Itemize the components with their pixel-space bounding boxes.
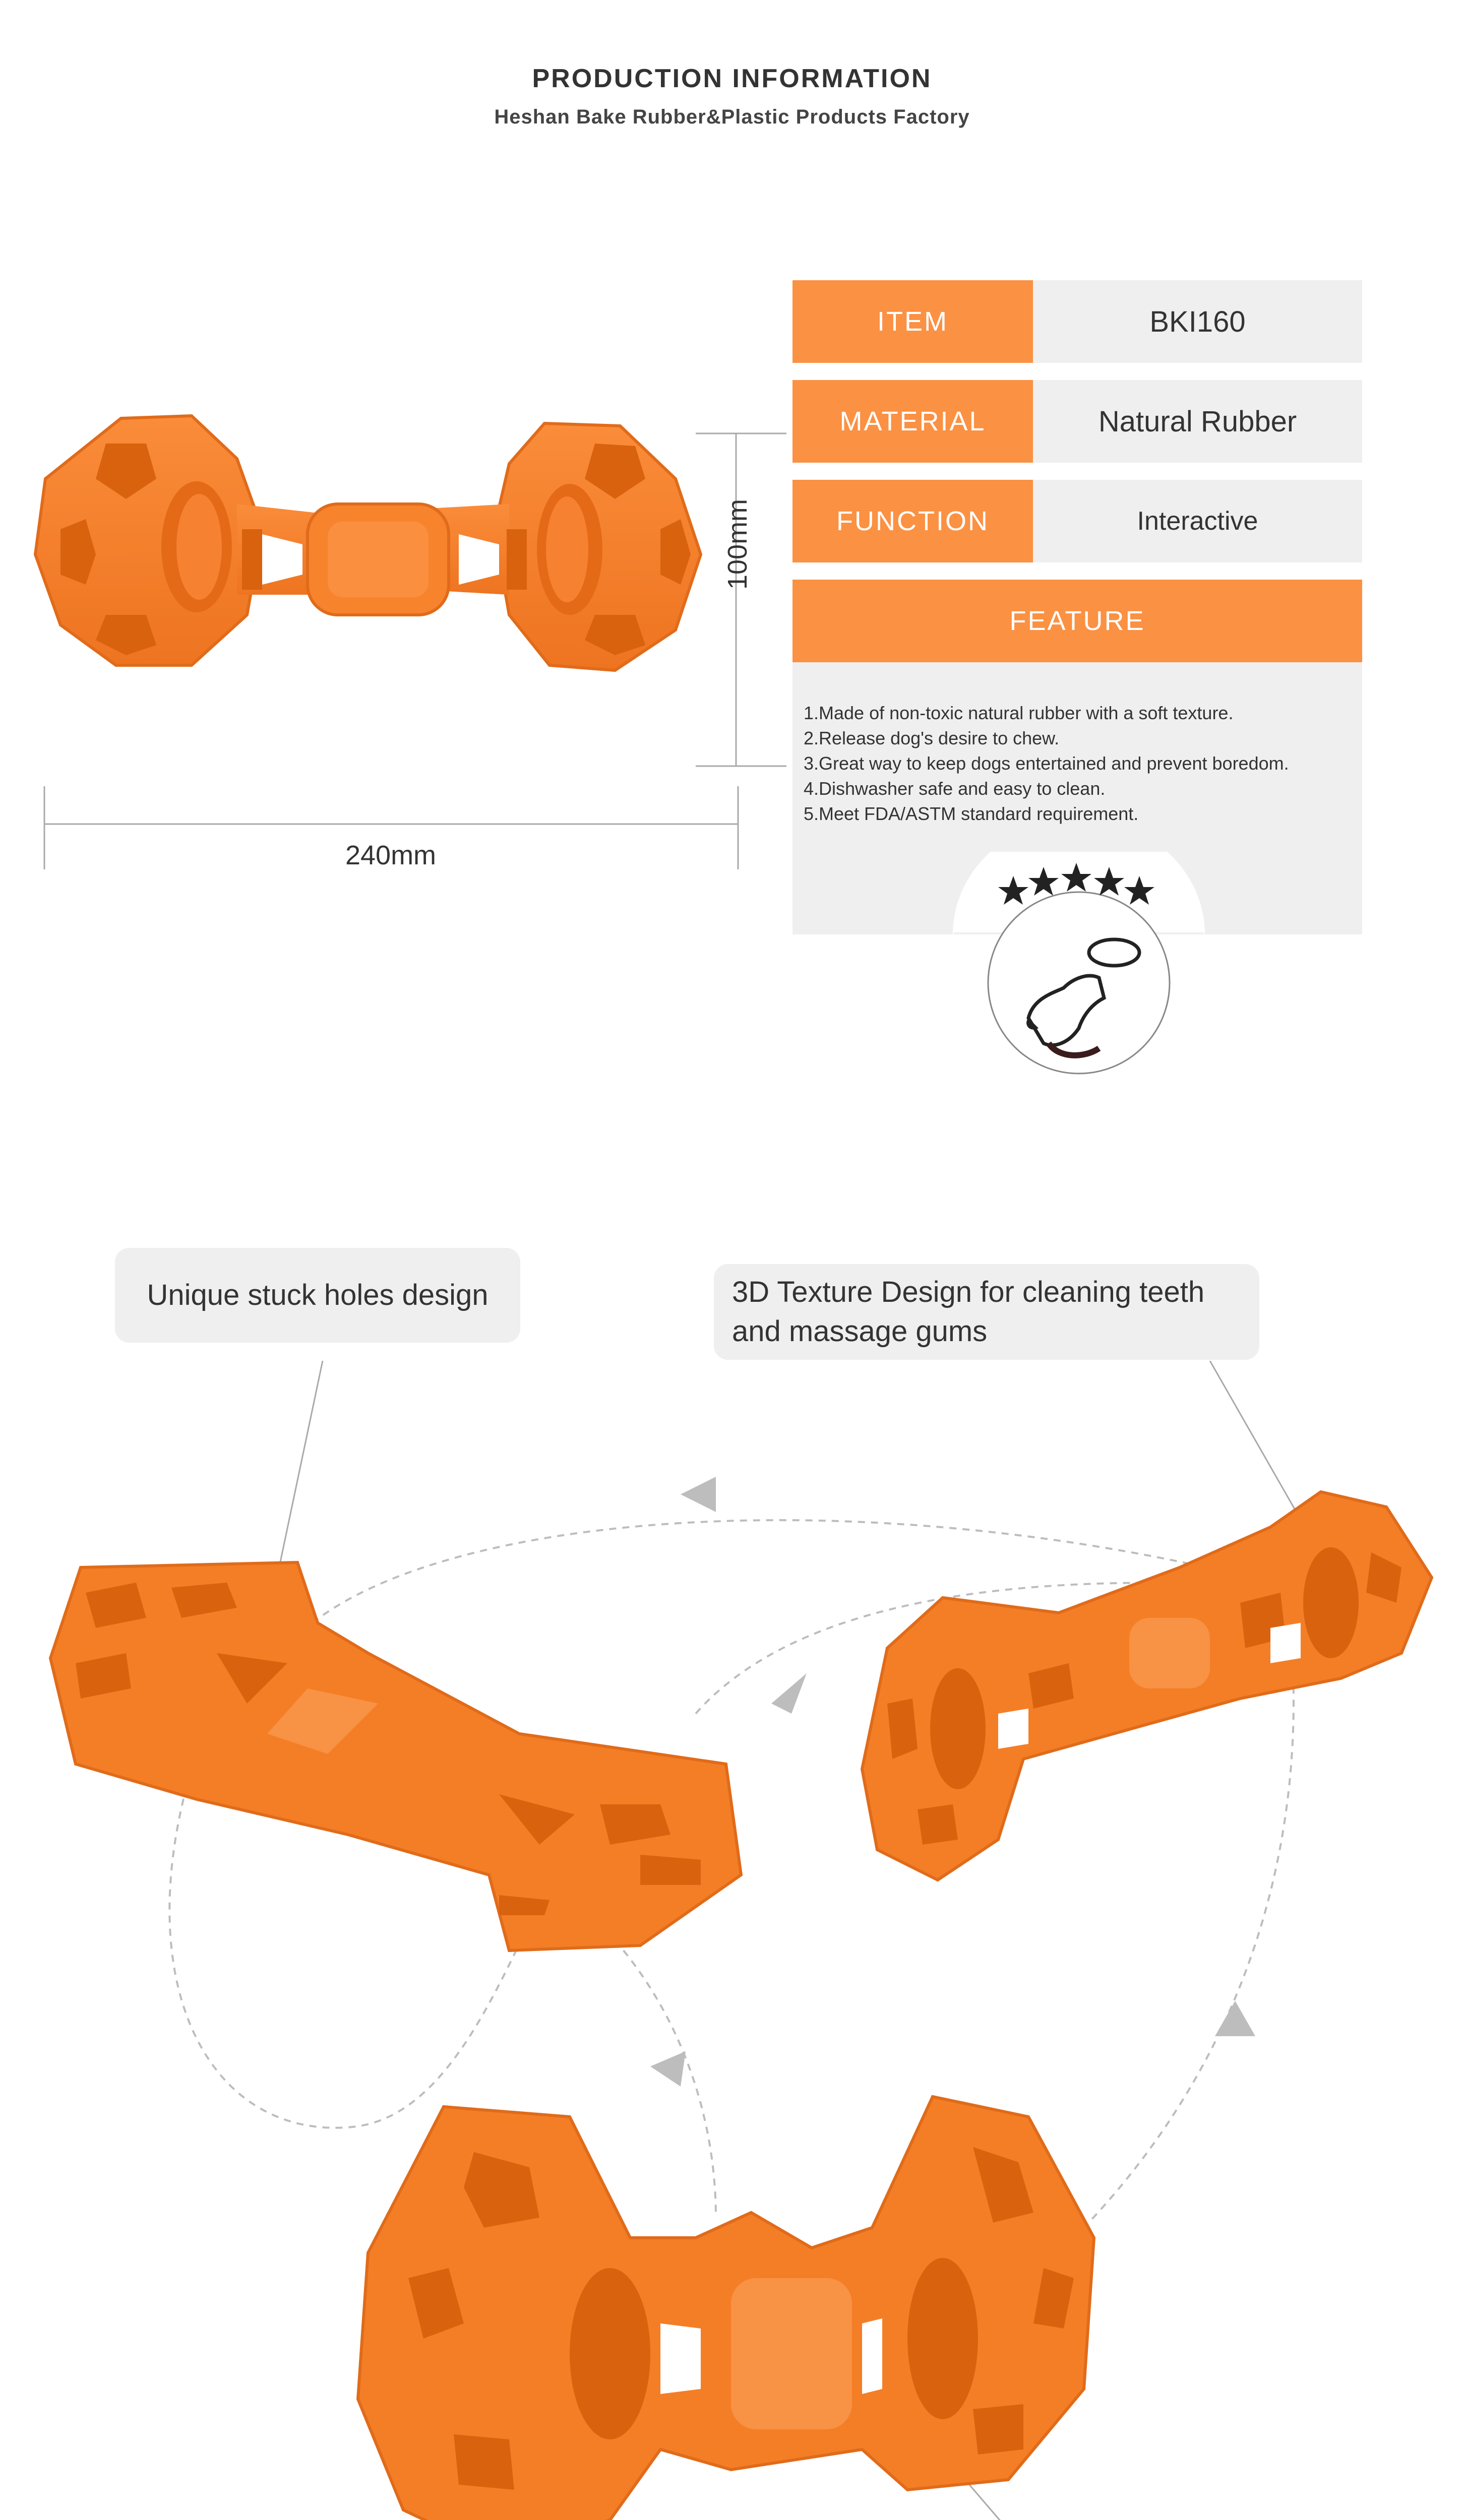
feature-item: 5.Meet FDA/ASTM standard requirement. [804, 803, 1139, 824]
spec-key: ITEM [792, 280, 1033, 363]
spec-row-material [792, 380, 1362, 463]
callout-line: and massage gums [732, 1315, 988, 1348]
spec-key: FUNCTION [792, 480, 1033, 562]
callout-holes-design: Unique stuck holes design [115, 1248, 520, 1343]
product-angle-left-image [45, 1552, 751, 1976]
height-dimension-label: 100mm [722, 498, 753, 590]
spec-row-item [792, 280, 1362, 363]
feature-item: 2.Release dog's desire to chew. [804, 728, 1060, 748]
feature-list [804, 701, 1289, 827]
product-angle-bottom-image [348, 2087, 1114, 2520]
feature-item: 1.Made of non-toxic natural rubber with a soft texture. [804, 703, 1234, 723]
feature-item: 3.Great way to keep dogs entertained and prevent boredom. [804, 753, 1289, 774]
spec-value: Natural Rubber [1033, 380, 1362, 463]
width-dimension-label: 240mm [345, 840, 437, 870]
spec-value: BKI160 [1033, 280, 1362, 363]
spec-row-function [792, 480, 1362, 562]
product-angle-right-image [857, 1487, 1442, 1900]
page-title: PRODUCTION INFORMATION [532, 64, 932, 93]
dimension-lines [0, 403, 786, 887]
callout-3d-texture [714, 1264, 1259, 1360]
callout-line: 3D Texture Design for cleaning teeth [732, 1276, 1205, 1308]
page-subtitle: Heshan Bake Rubber&Plastic Products Factory [494, 106, 970, 128]
spec-key: MATERIAL [792, 380, 1033, 463]
dog-with-stars-icon [953, 852, 1205, 1104]
spec-value: Interactive [1033, 480, 1362, 562]
feature-item: 4.Dishwasher safe and easy to clean. [804, 778, 1106, 799]
feature-heading: FEATURE [792, 580, 1362, 662]
